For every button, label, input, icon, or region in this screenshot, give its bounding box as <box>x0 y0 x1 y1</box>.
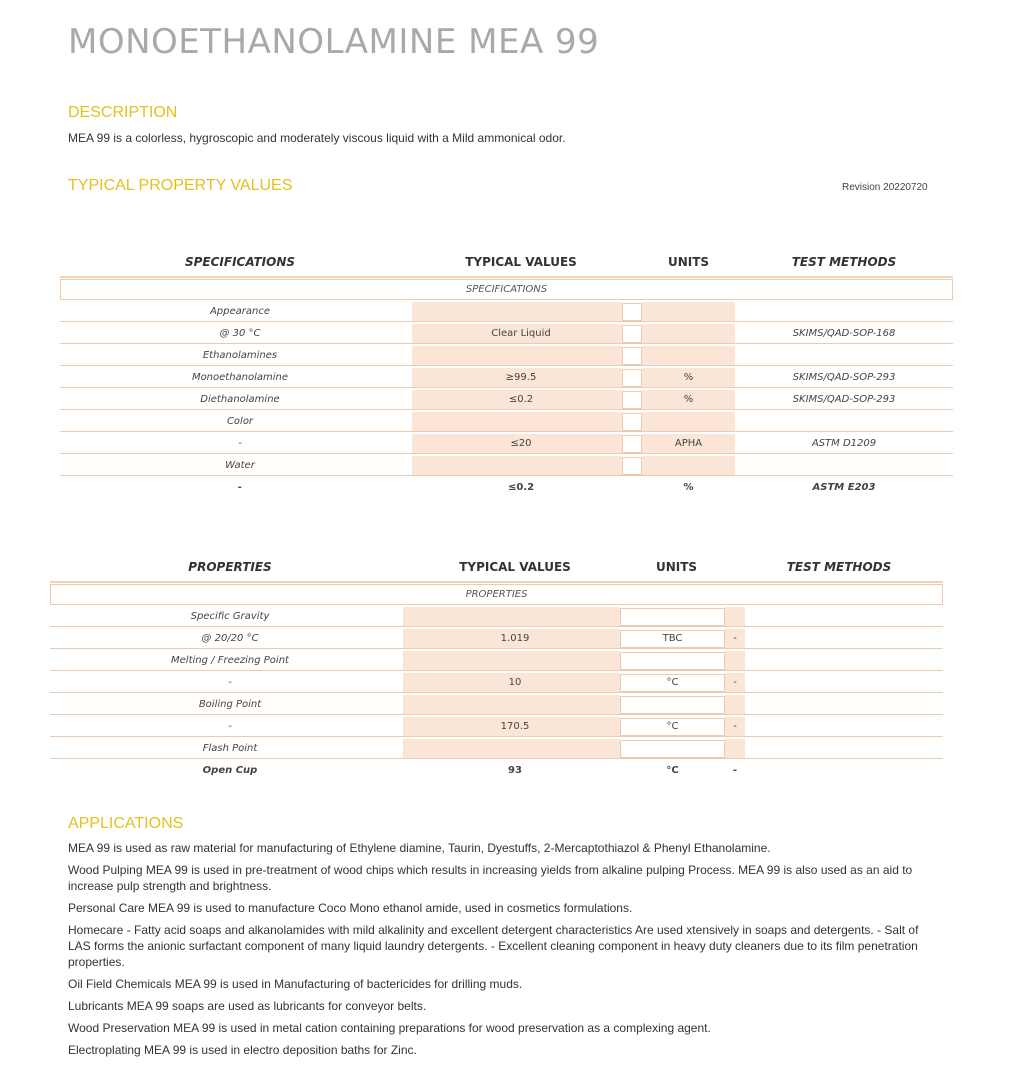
application-item: Homecare - Fatty acid soaps and alkanolamides with mild alkalinity and excellent detergent characteristics Are used xtensively in soaps and detergents. - Salt of LAS forms the anionic surfactant component of many liquid laundry detergents. - Excellent cleaning component in heavy duty cleaners due to its film penetration properties. <box>68 923 919 969</box>
row-name: - <box>237 482 243 493</box>
table-row <box>50 717 943 737</box>
application-item: Oil Field Chemicals MEA 99 is used in Manufacturing of bactericides for drilling muds. <box>68 977 523 991</box>
row-name: @ 20/20 °C <box>201 633 259 644</box>
prop-header-properties: PROPERTIES <box>188 560 272 574</box>
row-unit <box>642 412 735 432</box>
table-row <box>60 478 953 498</box>
row-unit <box>642 302 735 322</box>
row-value: 1.019 <box>500 633 530 644</box>
row-test-method: - <box>733 721 737 732</box>
row-unit <box>620 607 725 627</box>
description-heading: DESCRIPTION <box>68 104 178 121</box>
row-name: Monoethanolamine <box>191 372 289 383</box>
row-unit: °C <box>666 765 679 776</box>
row-value <box>406 695 624 715</box>
table-row <box>50 761 943 781</box>
row-unit: TBC <box>662 633 683 644</box>
typical-values-heading: TYPICAL PROPERTY VALUES <box>68 177 293 194</box>
spec-header-specifications: SPECIFICATIONS <box>184 255 296 269</box>
spec-section-label: SPECIFICATIONS <box>60 279 953 300</box>
table-row <box>60 368 953 388</box>
revision-label: Revision 20220720 <box>842 182 928 193</box>
application-item: Electroplating MEA 99 is used in electro deposition baths for Zinc. <box>68 1043 417 1057</box>
row-name: Flash Point <box>202 743 258 754</box>
row-unit: % <box>683 482 694 493</box>
row-test-method: ASTM D1209 <box>811 438 877 449</box>
table-row <box>50 673 943 693</box>
row-name: Open Cup <box>202 765 258 776</box>
row-unit <box>642 324 735 344</box>
row-name: Ethanolamines <box>202 350 278 361</box>
row-unit: % <box>683 372 694 383</box>
row-unit <box>642 346 735 366</box>
row-test-method <box>735 302 953 322</box>
row-value: 10 <box>508 677 522 688</box>
row-test-method <box>725 739 745 759</box>
row-name: - <box>228 721 232 732</box>
row-test-method: - <box>732 765 738 776</box>
row-test-method: SKIMS/QAD-SOP-293 <box>792 372 896 383</box>
row-value: ≤0.2 <box>508 394 534 405</box>
row-name: @ 30 °C <box>219 328 261 339</box>
document-title: MONOETHANOLAMINE MEA 99 <box>68 22 600 62</box>
spec-header-test-methods: TEST METHODS <box>791 255 897 269</box>
table-row <box>60 302 953 322</box>
row-name: Specific Gravity <box>190 611 270 622</box>
row-test-method: - <box>733 677 737 688</box>
table-row <box>50 629 943 649</box>
application-item: Personal Care MEA 99 is used to manufacture Coco Mono ethanol amide, used in cosmetics formulations. <box>68 901 633 915</box>
row-test-method: - <box>733 633 737 644</box>
row-value <box>412 346 630 366</box>
row-unit <box>620 651 725 671</box>
row-value <box>406 651 624 671</box>
header-rule <box>60 276 953 278</box>
row-name: Boiling Point <box>198 699 262 710</box>
row-value <box>406 607 624 627</box>
spec-header-typical-values: TYPICAL VALUES <box>465 255 577 269</box>
row-test-method <box>725 607 745 627</box>
application-item: Wood Pulping MEA 99 is used in pre-treatment of wood chips which results in increasing yields from alkaline pulping Process. MEA 99 is also used as an aid to increase pulp strength and brightness. <box>68 863 913 893</box>
table-row <box>60 390 953 410</box>
row-name: - <box>238 438 242 449</box>
applications-list <box>68 840 938 1064</box>
table-row <box>60 456 953 476</box>
row-value: 170.5 <box>500 721 530 732</box>
table-row <box>60 412 953 432</box>
application-item: MEA 99 is used as raw material for manufacturing of Ethylene diamine, Taurin, Dyestuffs, 2-Mercaptothiazol & Phenyl Ethanolamine. <box>68 841 771 855</box>
table-row <box>60 346 953 366</box>
row-unit: °C <box>666 677 679 688</box>
row-value: 93 <box>508 765 522 776</box>
row-test-method: SKIMS/QAD-SOP-168 <box>792 328 896 339</box>
properties-table <box>50 555 943 785</box>
row-unit: °C <box>666 721 679 732</box>
row-value <box>412 456 630 476</box>
table-row <box>50 651 943 671</box>
row-name: Melting / Freezing Point <box>171 655 289 666</box>
header-rule <box>50 581 943 583</box>
row-test-method <box>725 695 745 715</box>
row-name: Diethanolamine <box>200 394 280 405</box>
row-value: ≥99.5 <box>505 372 537 383</box>
table-row <box>50 739 943 759</box>
table-row <box>50 607 943 627</box>
table-row <box>50 695 943 715</box>
row-name: - <box>228 677 232 688</box>
row-value <box>406 739 624 759</box>
row-test-method <box>735 346 953 366</box>
row-unit <box>620 695 725 715</box>
prop-header-test-methods: TEST METHODS <box>786 560 892 574</box>
row-unit <box>642 456 735 476</box>
row-name: Color <box>226 416 254 427</box>
row-unit: APHA <box>674 438 703 449</box>
description-text: MEA 99 is a colorless, hygroscopic and moderately viscous liquid with a Mild ammonical odor. <box>68 131 566 145</box>
application-item: Wood Preservation MEA 99 is used in metal cation containing preparations for wood preservation as a complexing agent. <box>68 1021 711 1035</box>
row-value <box>412 412 630 432</box>
row-name: Appearance <box>209 306 271 317</box>
prop-header-typical-values: TYPICAL VALUES <box>459 560 571 574</box>
applications-heading: APPLICATIONS <box>68 815 184 832</box>
spec-header-units: UNITS <box>667 255 710 269</box>
application-item: Lubricants MEA 99 soaps are used as lubricants for conveyor belts. <box>68 999 427 1013</box>
row-name: Water <box>225 460 255 471</box>
prop-section-label: PROPERTIES <box>50 584 943 605</box>
row-test-method <box>725 651 745 671</box>
row-value <box>412 302 630 322</box>
row-test-method <box>735 412 953 432</box>
row-value: ≤0.2 <box>507 482 535 493</box>
prop-header-units: UNITS <box>655 560 698 574</box>
row-test-method: SKIMS/QAD-SOP-293 <box>792 394 896 405</box>
row-value: ≤20 <box>510 438 532 449</box>
specifications-table <box>60 250 953 495</box>
table-row <box>60 434 953 454</box>
row-value: Clear Liquid <box>491 328 551 339</box>
row-unit: % <box>683 394 694 405</box>
table-row <box>60 324 953 344</box>
row-test-method: ASTM E203 <box>812 482 876 493</box>
row-test-method <box>735 456 953 476</box>
row-unit <box>620 739 725 759</box>
